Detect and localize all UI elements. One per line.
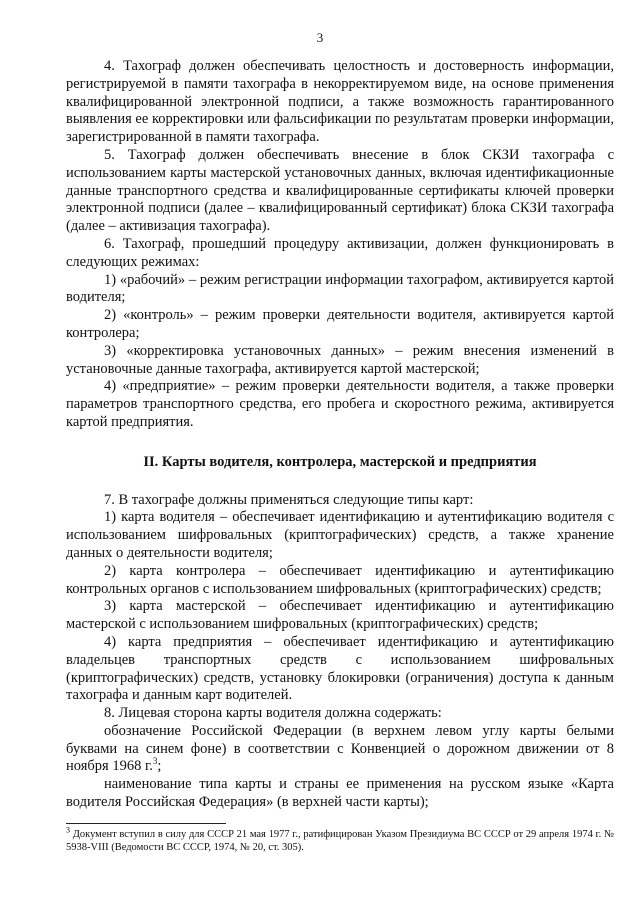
footnote-text: Документ вступил в силу для СССР 21 мая 1977 г., ратифицирован Указом Президиума ВС СССР от 29 апреля 1974 г. № 5938-VIII (Ведомости ВС СССР, 1974, № 20, ст. 305). [66,829,614,853]
paragraph-with-footnote [66,723,614,776]
footnote-ref[interactable]: 3 [152,756,158,767]
paragraph-8: 8. Лицевая сторона карты водителя должна содержать: [104,705,442,722]
card-type-2: 2) карта контролера – обеспечивает идентификацию и аутентификацию контрольных органов с использованием шифровальных (криптографических) средств; [66,562,614,597]
card-type-1: 1) карта водителя – обеспечивает идентификацию и аутентификацию водителя с использованием шифровальных (криптографических) средств, а также хранение данных о деятельности водителя; [66,509,614,561]
section-heading: II. Карты водителя, контролера, мастерской и предприятия [143,453,537,470]
mode-item-1: 1) «рабочий» – режим регистрации информации тахографом, активируется картой водителя; [66,271,614,306]
mode-item-3: 3) «корректировка установочных данных» – режим внесения изменений в установочные данные тахографа, активируется картой мастерской; [66,342,614,377]
paragraph-with-footnote-text: обозначение Российской Федерации (в верхнем левом углу карты белыми буквами на синем фоне) в соответствии с Конвенцией о дорожном движении от 8 ноября 1968 г. [66,722,614,775]
card-type-3: 3) карта мастерской – обеспечивает идентификацию и аутентификацию мастерской с использованием шифровальных (криптографических) средств; [66,598,614,633]
footnote-marker: 3 [66,825,70,835]
paragraph-6: 6. Тахограф, прошедший процедуру активизации, должен функционировать в следующих режимах: [66,235,614,270]
paragraph-5: 5. Тахограф должен обеспечивать внесение в блок СКЗИ тахографа с использованием карты мастерской установочных данных, включая идентификационные данные транспортного средства и квалифицированные сертификаты ключей проверки электронной подписи (далее – квалифицированный сертификат) блока СКЗИ тахографа (далее – активизация тахографа). [66,146,614,235]
card-type-4: 4) карта предприятия – обеспечивает идентификацию и аутентификацию владельцев транспортных средств с использованием шифровальных (криптографических) средств, установку блокировки (ограничения) доступа к данным тахографа и данным карт водителей. [66,633,614,704]
paragraph-4: 4. Тахограф должен обеспечивать целостность и достоверность информации, регистрируемой в памяти тахографа в некорректируемом виде, на основе применения квалифицированной электронной подписи, а также возможность гарантированного выявления ее корректировки или фальсификации по результатам проверки информации, зарегистрированной в памяти тахографа. [66,58,614,146]
footnote-divider [66,823,226,824]
document-body [66,58,614,812]
page-number: 3 [316,30,324,45]
mode-item-4: 4) «предприятие» – режим проверки деятельности водителя, а также проверки параметров транспортного средства, его пробега и скоростного режима, активируется картой предприятия. [66,378,614,430]
paragraph-with-footnote-end: ; [157,758,162,775]
mode-item-2: 2) «контроль» – режим проверки деятельности водителя, активируется картой контролера; [66,307,614,341]
footnote [66,825,614,854]
paragraph-7: 7. В тахографе должны применяться следующие типы карт: [104,491,474,508]
last-paragraph: наименование типа карты и страны ее применения на русском языке «Карта водителя Российская Федерация» (в верхней части карты); [66,776,614,811]
